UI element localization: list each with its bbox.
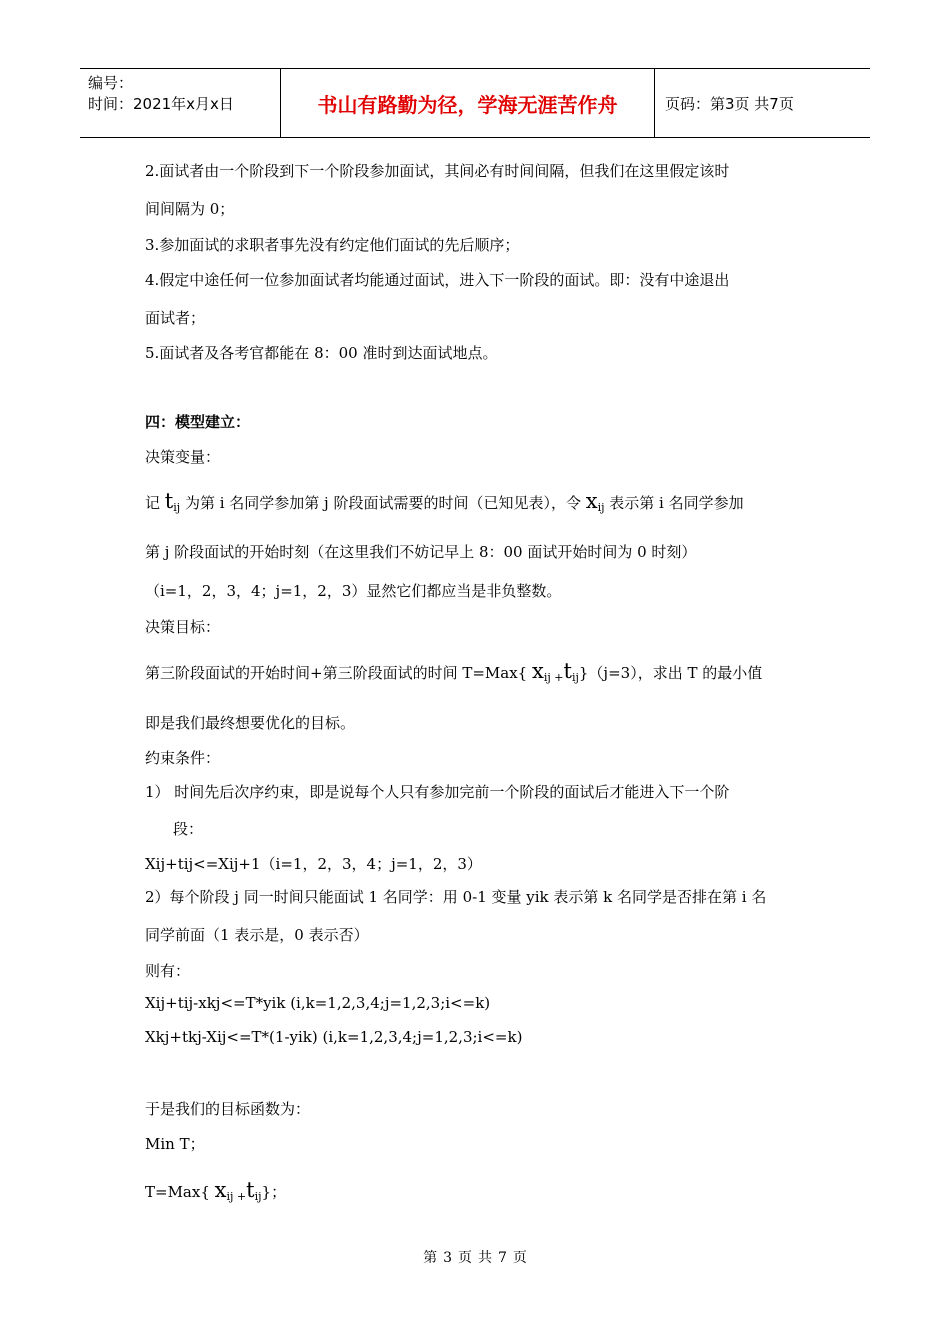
footer-page-number: 3 <box>443 1250 452 1266</box>
definition-line3: （i=1，2，3，4；j=1，2，3）显然它们都应当是非负整数。 <box>145 582 562 600</box>
footer-text: 第 <box>423 1250 438 1266</box>
constraint-1-formula: Xij+tij<=Xij+1（i=1，2，3，4；j=1，2，3） <box>145 855 482 873</box>
assumption-2-line1: 2.面试者由一个阶段到下一个阶段参加面试，其间必有时间间隔，但我们在这里假定该时 <box>145 162 730 180</box>
doc-time-label: 时间：2021年x月x日 <box>88 95 234 113</box>
plus-sign: + <box>550 671 564 684</box>
symbol-x: x <box>532 659 544 683</box>
symbol-x: x <box>585 489 598 513</box>
constraint-1-line1: 1） 时间先后次序约束，即是说每个人只有参加完前一个阶段的面试后才能进入下一个阶 <box>145 783 730 801</box>
header-meta <box>80 69 281 137</box>
constraint-1-line2: 段： <box>173 820 204 838</box>
footer-text: 页 <box>458 1250 472 1266</box>
min-t: Min T； <box>145 1135 205 1153</box>
t-max-formula <box>145 1178 286 1203</box>
assumption-4-line1: 4.假定中途任何一位参加面试者均能通过面试，进入下一阶段的面试。即：没有中途退出 <box>145 271 730 289</box>
header-motto: 书山有路勤为径，学海无涯苦作舟 <box>281 69 655 137</box>
footer-text: 共 <box>478 1250 492 1266</box>
footer-total-pages: 7 <box>498 1250 507 1266</box>
objective-line1 <box>145 659 762 684</box>
then-label: 则有： <box>145 962 191 980</box>
assumption-2-line2: 间间隔为 0； <box>145 200 235 218</box>
symbol-t: t <box>246 1178 255 1202</box>
objective-label: 决策目标： <box>145 618 221 636</box>
subscript: ij <box>173 501 181 514</box>
page-header <box>80 68 870 138</box>
symbol-x: x <box>214 1178 227 1202</box>
definition-line1 <box>145 489 744 514</box>
doc-number-label: 编号： <box>88 74 134 92</box>
text-run: T=Max{ <box>145 1183 215 1201</box>
symbol-t: t <box>563 659 572 683</box>
definition-line2: 第 j 阶段面试的开始时刻（在这里我们不妨记早上 8：00 面试开始时间为 0 时刻） <box>145 543 697 561</box>
assumption-5: 5.面试者及各考官都能在 8：00 准时到达面试地点。 <box>145 344 498 362</box>
header-page-info: 页码：第3页 共7页 <box>665 94 794 113</box>
page-footer <box>0 1247 950 1267</box>
text-run: 记 <box>145 494 165 512</box>
subscript: ij <box>543 671 551 684</box>
footer-text: 页 <box>512 1250 527 1266</box>
decision-variable-label: 决策变量： <box>145 448 221 466</box>
subscript: ij <box>226 1190 234 1203</box>
constraint-2-line2: 同学前面（1 表示是，0 表示否） <box>145 926 369 944</box>
objective-line2: 即是我们最终想要优化的目标。 <box>145 714 356 732</box>
section-heading: 四：模型建立： <box>145 413 251 431</box>
plus-sign: + <box>233 1190 247 1203</box>
subscript: ij <box>571 671 579 684</box>
subscript: ij <box>254 1190 262 1203</box>
constraint-2-line1: 2）每个阶段 j 同一时间只能面试 1 名同学：用 0-1 变量 yik 表示第 k 名同学是否排在第 i 名 <box>145 888 767 906</box>
subscript: ij <box>597 501 605 514</box>
assumption-3: 3.参加面试的求职者事先没有约定他们面试的先后顺序； <box>145 236 520 254</box>
text-run: 表示第 i 名同学参加 <box>604 494 744 512</box>
assumption-4-line2: 面试者； <box>145 309 206 327</box>
text-run: 为第 i 名同学参加第 j 阶段面试需要的时间（已知见表），令 <box>180 494 586 512</box>
symbol-t: t <box>164 489 174 513</box>
formula-1: Xij+tij-xkj<=T*yik (i,k=1,2,3,4;j=1,2,3;i<=k) <box>145 994 491 1012</box>
text-run: }； <box>261 1183 287 1201</box>
text-run: 第三阶段面试的开始时间+第三阶段面试的时间 T=Max{ <box>145 664 532 682</box>
objective-function-label: 于是我们的目标函数为： <box>145 1100 311 1118</box>
constraints-label: 约束条件： <box>145 749 221 767</box>
formula-2: Xkj+tkj-Xij<=T*(1-yik) (i,k=1,2,3,4;j=1,2,3;i<=k) <box>145 1028 523 1046</box>
text-run: }（j=3），求出 T 的最小值 <box>578 664 763 682</box>
